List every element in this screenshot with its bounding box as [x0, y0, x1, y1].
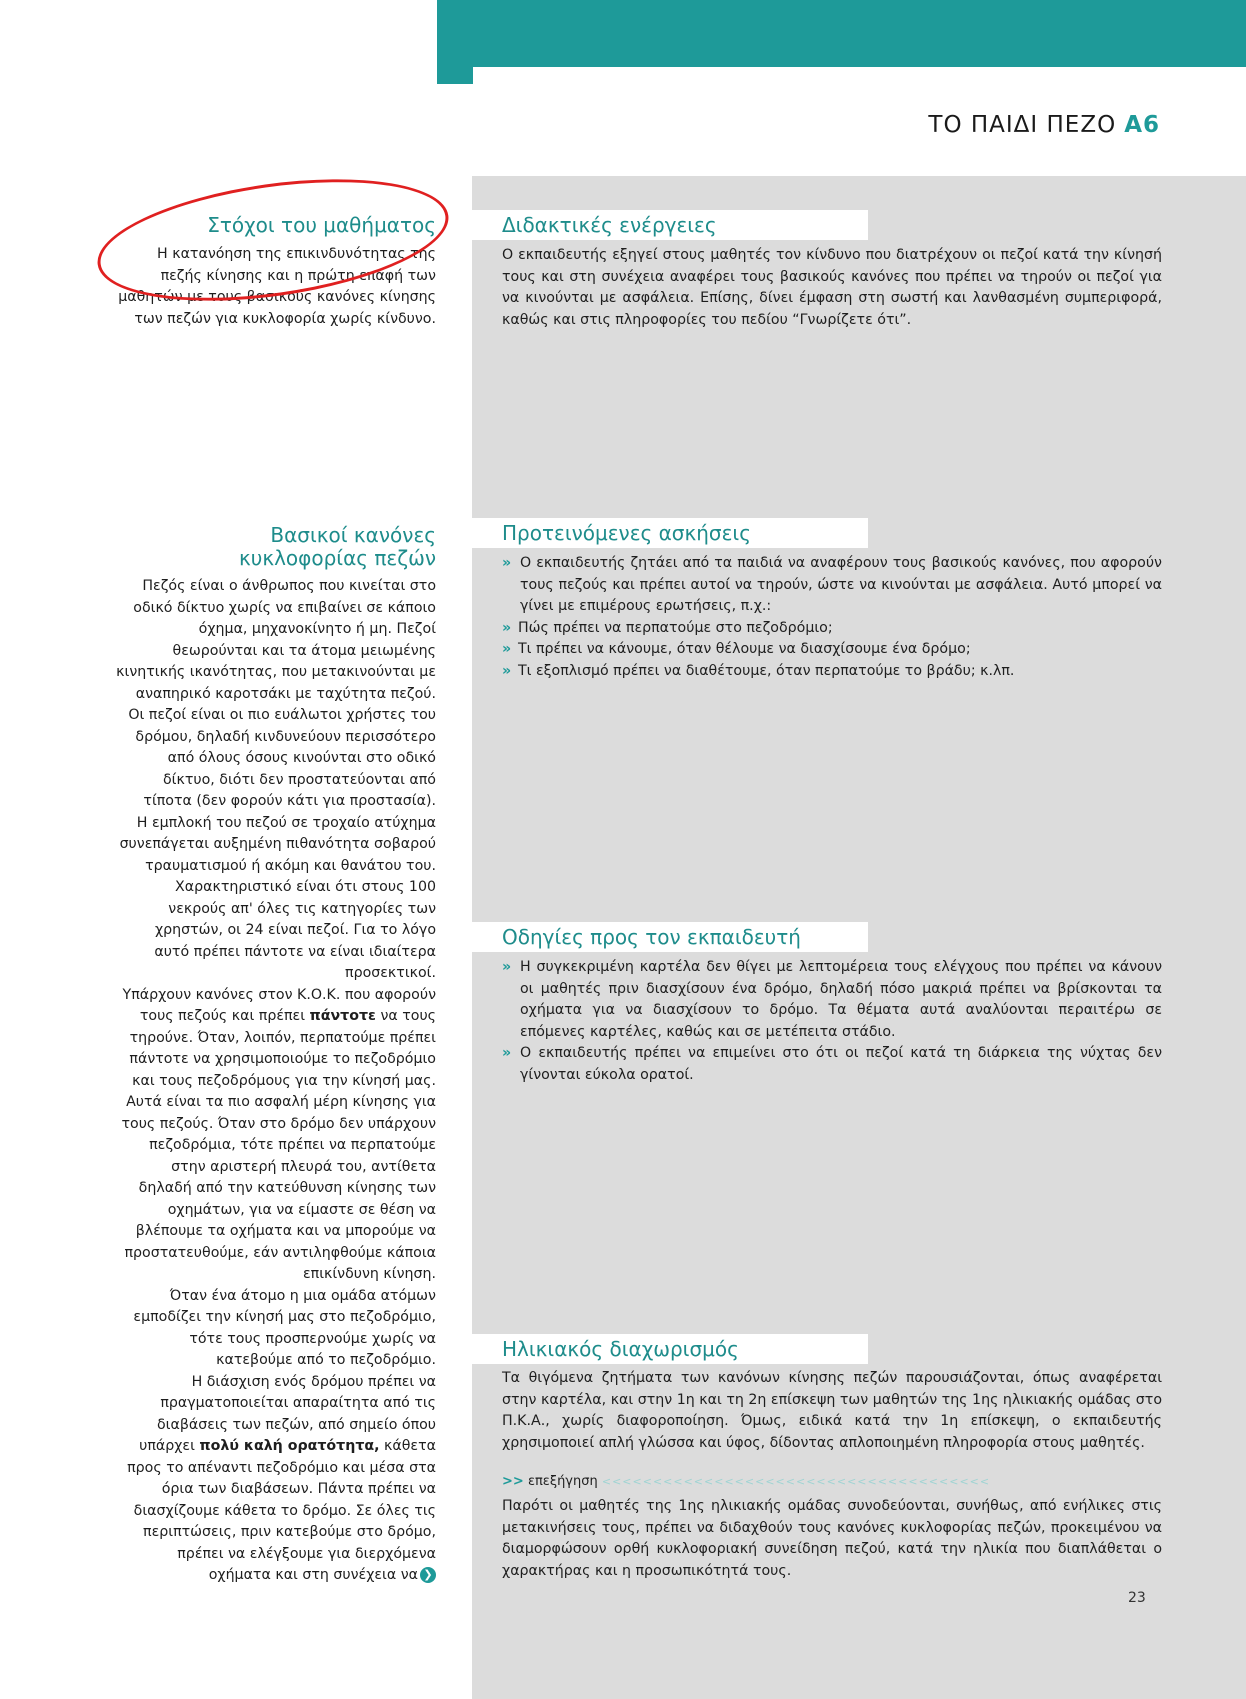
explanation-prefix: >>: [502, 1474, 524, 1489]
rules-paragraph-4: [116, 985, 436, 1286]
exercises-section-title: Προτεινόμενες ασκήσεις: [472, 518, 868, 548]
page-title-text: ΤΟ ΠΑΙΔΙ ΠΕΖΟ: [928, 112, 1117, 138]
explanation-arrows: <<<<<<<<<<<<<<<<<<<<<<<<<<<<<<<<<<<<<<: [601, 1475, 991, 1488]
page-number: 23: [1128, 1590, 1146, 1606]
instructions-section-title: Οδηγίες προς τον εκπαιδευτή: [472, 922, 868, 952]
rules-p4-end: να τους τηρούνε. Όταν, λοιπόν, περπατούμε πρέπει πάντοτε να χρησιμοποιούμε το πεζοδρόμιο και τους πεζοδρόμους για την κίνησή μας. Αυτά είναι τα πιο ασφαλή μέρη κίνησης για τους πεζούς. Όταν στο δρόμο δεν υπάρχουν πεζοδρόμια, τότε πρέπει να περπατούμε στην αριστερή πλευρά του, αντίθετα δηλαδή από την κατεύθυνση κίνησης των οχημάτων, για να είμαστε σε θέση να βλέπουμε τα οχήματα και να μπορούμε να προστατευθούμε, εάν αντιληφθούμε κάποια επικίνδυνη κίνηση.: [121, 1008, 436, 1282]
rules-p4-bold: πάντοτε: [309, 1008, 376, 1024]
explanation-paragraph: Παρότι οι μαθητές της 1ης ηλικιακής ομάδας συνοδεύονται, συνήθως, από ενήλικες στις μετακινήσεις τους, πρέπει να διδαχθούν τους κανόνες κυκλοφορίας πεζών, προκειμένου να διαμορφώσουν ορθή κυκλοφοριακή συνείδηση πεζού, κατά την ηλικία που διαπλάθεται ο χαρακτήρας και η προσωπικότητά τους.: [502, 1498, 1162, 1579]
exercises-intro: » Ο εκπαιδευτής ζητάει από τα παιδιά να αναφέρουν τους βασικούς κανόνες, που αφορούν τους πεζούς και πρέπει αυτοί να τηρούν, ώστε να κινούνται με ασφάλεια. Αυτό μπορεί να γίνει με επιμέρους ερωτήσεις, π.χ.:: [502, 553, 1162, 618]
exercise-question-3: » Τι εξοπλισμό πρέπει να διαθέτουμε, όταν περπατούμε το βράδυ; κ.λπ.: [502, 661, 1162, 683]
rules-paragraph-3: Η εμπλοκή του πεζού σε τροχαίο ατύχημα συνεπάγεται αυξημένη πιθανότητα σοβαρού τραυματισμού ή ακόμη και θανάτου του. Χαρακτηριστικό είναι ότι στους 100 νεκρούς απ' όλες τις κατηγορίες των χρηστών, οι 24 είναι πεζοί. Για το λόγο αυτό πρέπει πάντοτε να είναι ιδιαίτερα προσεκτικοί.: [119, 814, 436, 981]
explanation-label-row: [502, 1474, 1162, 1489]
instructions-text: [502, 957, 1162, 1086]
instruction-item-1: » Η συγκεκριμένη καρτέλα δεν θίγει με λεπτομέρεια τους ελέγχους που πρέπει να κάνουν οι μαθητές πριν διασχίσουν ένα δρόμο, δηλαδή πόσο μακριά πρέπει να βρίσκονται τα οχήματα για να διασχίσουν το δρόμο. Τα θέματα αυτά αναλύονται περαιτέρω σε επόμενες καρτέλες, καθώς και σε μετέπειτα στάδιο.: [502, 957, 1162, 1043]
didactic-section-title: Διδακτικές ενέργειες: [472, 210, 868, 240]
rules-p6-bold: πολύ καλή ορατότητα,: [199, 1438, 380, 1454]
rules-title: [116, 524, 436, 570]
page-title: [928, 112, 1160, 138]
age-section-title: Ηλικιακός διαχωρισμός: [472, 1334, 868, 1364]
instruction-item-2: » Ο εκπαιδευτής πρέπει να επιμείνει στο ότι οι πεζοί κατά τη διάρκεια της νύχτας δεν γίνονται εύκολα ορατοί.: [502, 1043, 1162, 1086]
explanation-text: [502, 1496, 1162, 1582]
rules-p6-end: κάθετα προς το απέναντι πεζοδρόμιο και μέσα στα όρια των διαβάσεων. Πάντα πρέπει να διασχίζουμε κάθετα το δρόμο. Σε όλες τις περιπτώσεις, πριν κατεβούμε στο δρόμο, πρέπει να ελέγξουμε για διερχόμενα οχήματα και στη συνέχεια να: [127, 1438, 436, 1583]
didactic-text: [502, 245, 1162, 331]
exercise-question-2: » Τι πρέπει να κάνουμε, όταν θέλουμε να διασχίσουμε ένα δρόμο;: [502, 639, 1162, 661]
rules-paragraph-2: Οι πεζοί είναι οι πιο ευάλωτοι χρήστες του δρόμου, δηλαδή κινδυνεύουν περισσότερο από όλους όσους κινούνται στο οδικό δίκτυο, διότι δεν προστατεύονται από τίποτα (δεν φορούν κάτι για προστασία).: [128, 707, 436, 809]
exercises-text: [502, 553, 1162, 682]
didactic-paragraph: Ο εκπαιδευτής εξηγεί στους μαθητές τον κίνδυνο που διατρέχουν οι πεζοί κατά την κίνησή τους και στη συνέχεια αναφέρει τους βασικούς κανόνες που πρέπει να τηρούν οι πεζοί για να κινούνται με ασφάλεια. Επίσης, δίνει έμφαση στη σωστή και λανθασμένη συμπεριφορά, καθώς και στις πληροφορίες του πεδίου “Γνωρίζετε ότι”.: [502, 247, 1162, 328]
exercise-question-1: » Πώς πρέπει να περπατούμε στο πεζοδρόμιο;: [502, 618, 1162, 640]
rules-title-line-2: κυκλοφορίας πεζών: [238, 546, 436, 570]
page-code: Α6: [1124, 112, 1160, 138]
rules-title-line-1: Βασικοί κανόνες: [270, 523, 436, 547]
rules-paragraph-5: Όταν ένα άτομο η μια ομάδα ατόμων εμποδίζει την κίνησή μας στο πεζοδρόμιο, τότε τους προσπερνούμε χωρίς να κατεβούμε από το πεζοδρόμιο.: [133, 1287, 436, 1368]
explanation-label: επεξήγηση: [527, 1474, 598, 1489]
age-paragraph: Τα θιγόμενα ζητήματα των κανόνων κίνησης πεζών παρουσιάζονται, όπως αναφέρεται στην καρτέλα, και στην 1η και τη 2η επίσκεψη των μαθητών της 1ης ηλικιακής ομάδας στο Π.Κ.Α., χωρίς διαφοροποίηση. Όμως, ειδικά κατά την 1η επίσκεψη, ο εκπαιδευτής χρησιμοποιεί απλή γλώσσα και ύφος, δίδοντας απλοποιημένη πληροφορία στους μαθητές.: [502, 1370, 1162, 1451]
rules-text: [116, 576, 436, 1587]
arrow-circle-right-icon[interactable]: ❯: [420, 1567, 436, 1583]
goals-paragraph: Η κατανόηση της επικινδυνότητας της πεζής κίνησης και η πρώτη επαφή των μαθητών με τους βασικούς κανόνες κίνησης των πεζών για κυκλοφορία χωρίς κίνδυνο.: [118, 246, 436, 327]
age-text: [502, 1368, 1162, 1454]
rules-p6-start: Η διάσχιση ενός δρόμου πρέπει να πραγματοποιείται απαραίτητα από τις διαβάσεις των πεζών, από σημείο όπου υπάρχει: [139, 1373, 436, 1454]
header-tab: [437, 67, 473, 84]
rules-paragraph-1: Πεζός είναι ο άνθρωπος που κινείται στο οδικό δίκτυο χωρίς να επιβαίνει σε κάποιο όχημα, μηχανοκίνητο ή μη. Πεζοί θεωρούνται και τα άτομα μειωμένης κινητικής ικανότητας, που μετακινούνται με αναπηρικό καροτσάκι με ταχύτητα πεζού.: [116, 578, 436, 702]
goals-title: Στόχοι του μαθήματος: [207, 213, 436, 237]
rules-p4-start: Υπάρχουν κανόνες στον Κ.Ο.Κ. που αφορούν τους πεζούς και πρέπει: [122, 986, 436, 1024]
header-band: [437, 0, 1246, 67]
rules-paragraph-6: [116, 1372, 436, 1587]
